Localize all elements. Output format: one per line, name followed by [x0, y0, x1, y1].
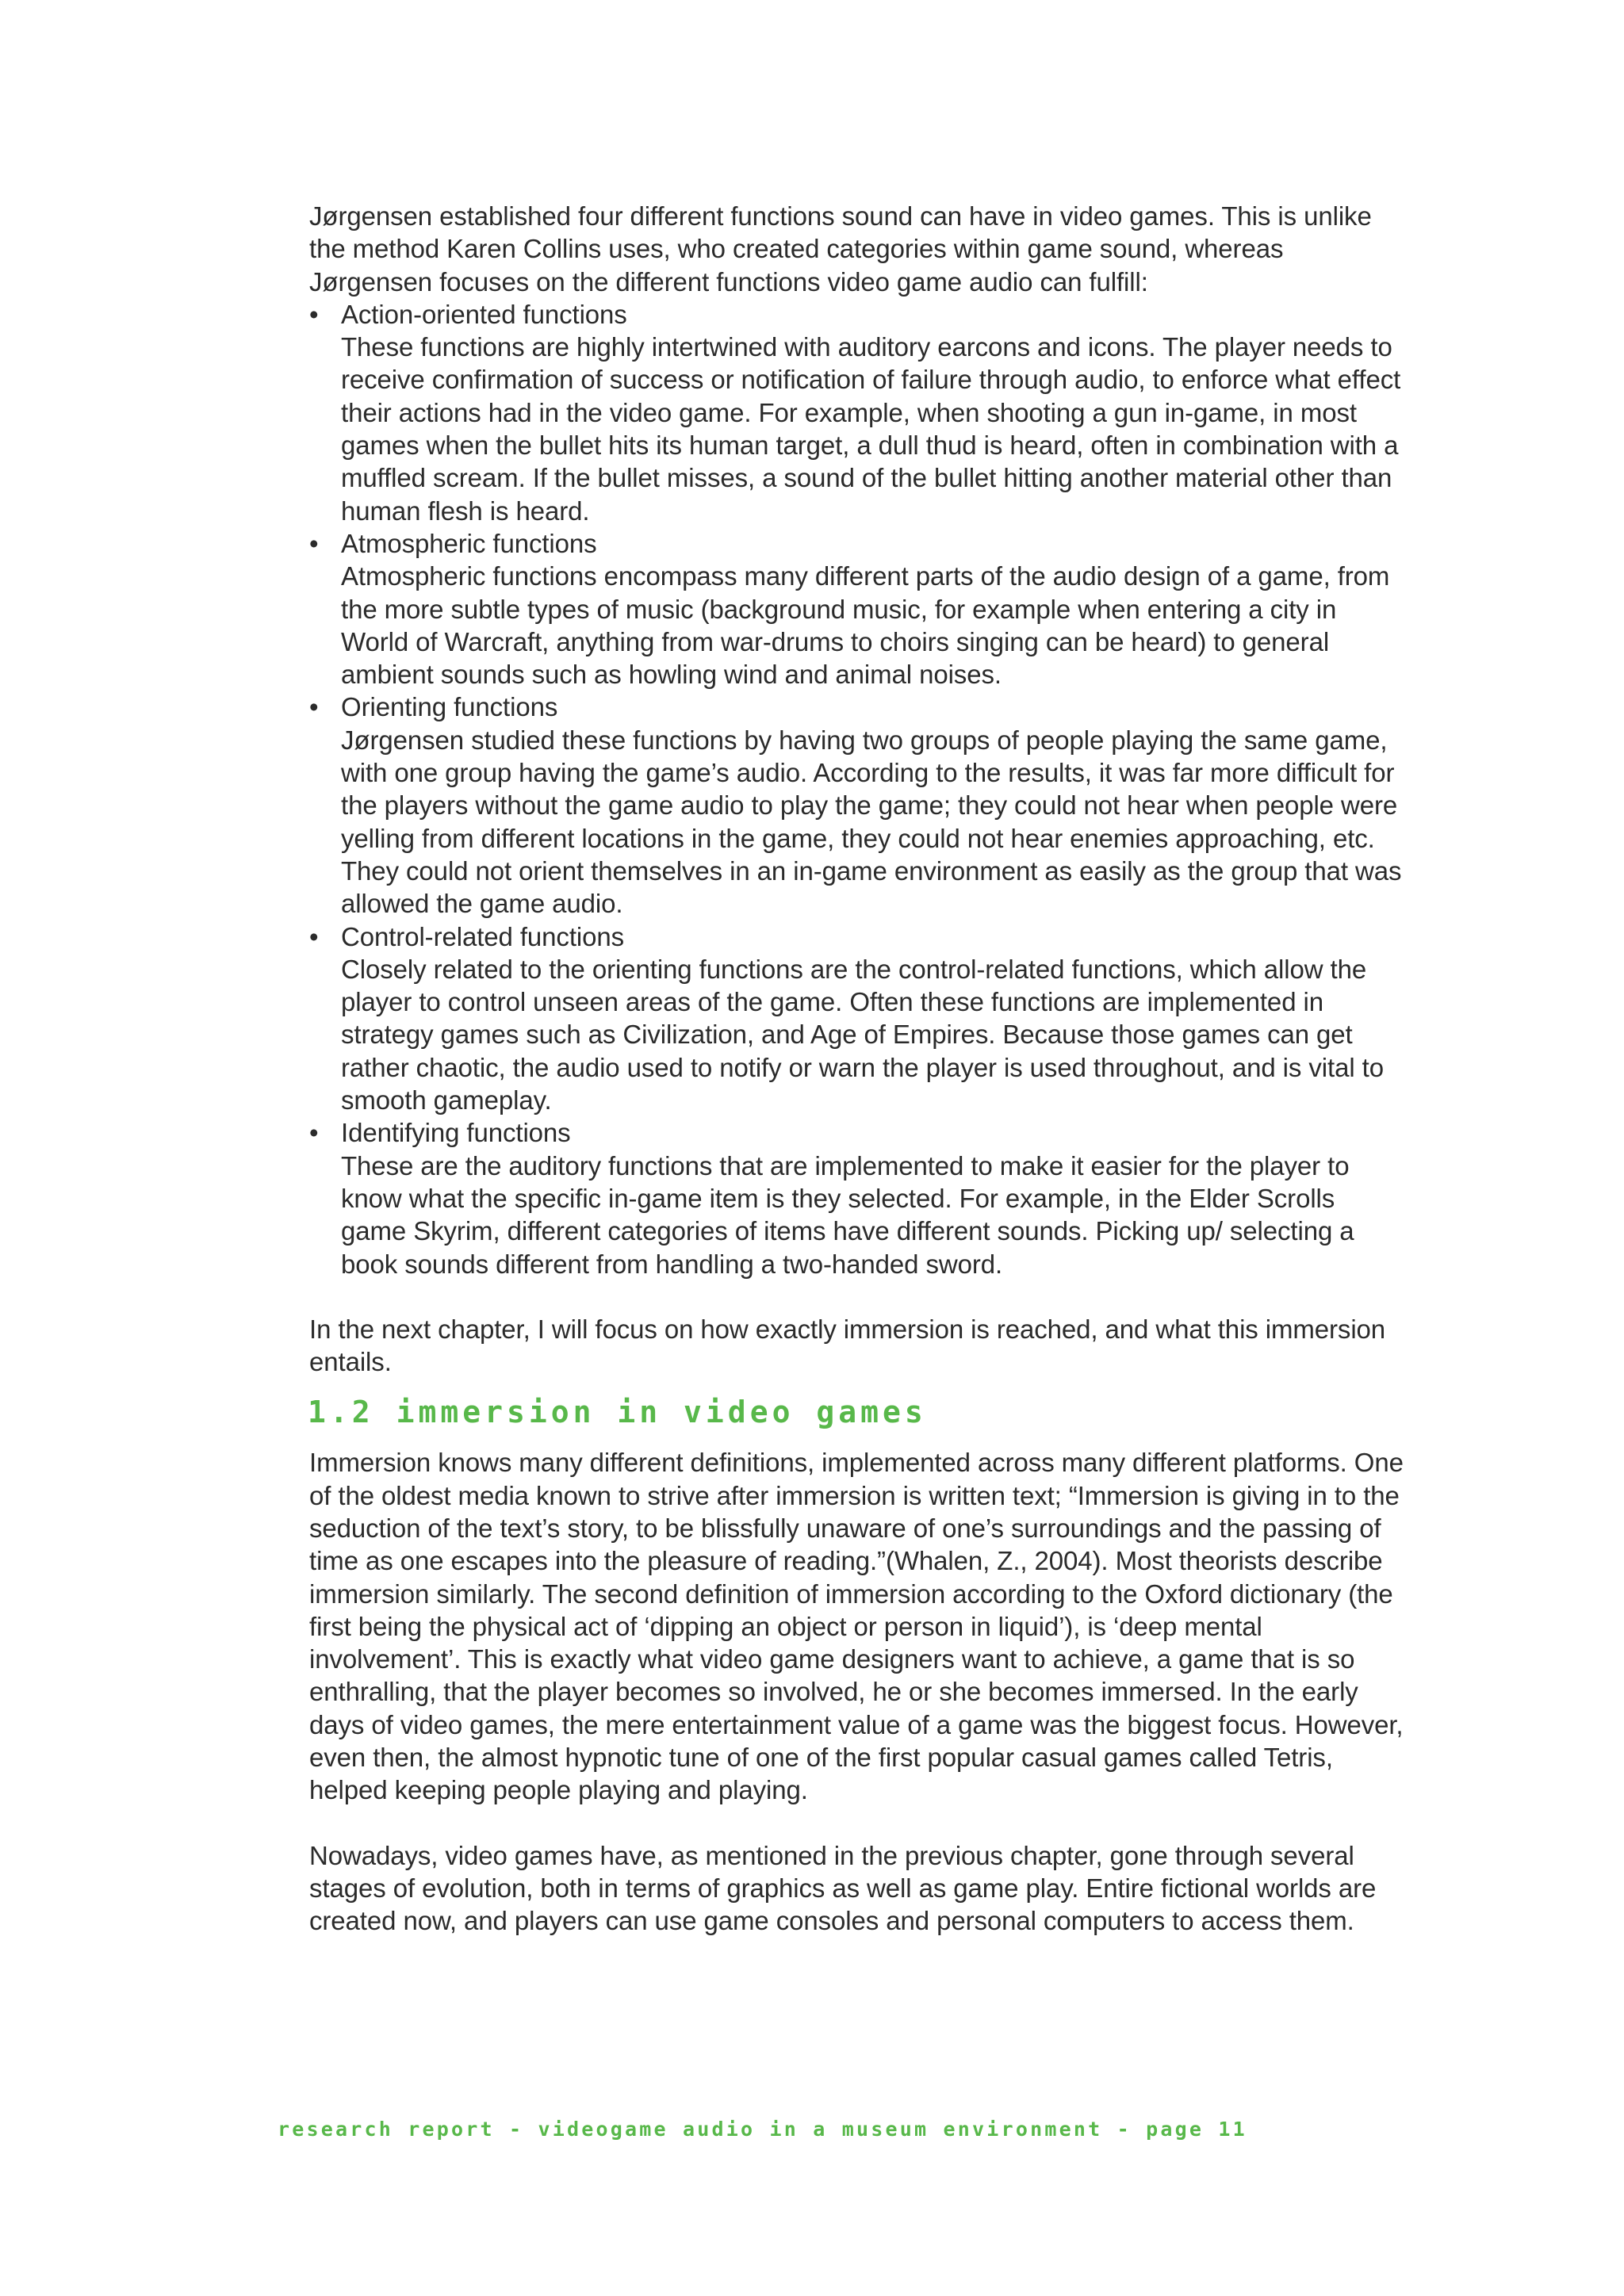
list-item	[309, 1116, 1404, 1280]
function-description: These functions are highly intertwined with auditory earcons and icons. The player needs to receive confirmation of success or notification of failure through audio, to enforce what effect their actions had in the video game. For example, when shooting a gun in-game, in most games when the bullet hits its human target, a dull thud is heard, often in combination with a muffled scream. If the bullet misses, a sound of the bullet hitting another material other than human flesh is heard.	[341, 332, 1401, 526]
function-title: Control-related functions	[341, 921, 625, 951]
function-description: Jørgensen studied these functions by having two groups of people playing the same game, with one group having the game’s audio. According to the results, it was far more difficult for the players without the game audio to play the game; they could not hear when people were yelling from different locations in the game, they could not hear enemies approaching, etc. They could not orient themselves in an in-game environment as easily as the group that was allowed the game audio.	[341, 725, 1402, 919]
section-heading	[308, 1384, 1404, 1440]
function-title: Atmospheric functions	[341, 528, 597, 558]
bullet-icon: •	[309, 299, 319, 329]
section-number: 1.2	[308, 1394, 374, 1429]
intro-paragraph: Jørgensen established four different functions sound can have in video games. This is unlike the method Karen Collins uses, who created categories within game sound, whereas Jørgensen focuses on the different functions video game audio can fulfill:	[309, 201, 1372, 297]
next-chapter-paragraph: In the next chapter, I will focus on how exactly immersion is reached, and what this immersion entails.	[309, 1314, 1386, 1377]
page-footer: research report - videogame audio in a museum environment - page 11	[278, 2118, 1247, 2141]
immersion-paragraph: Immersion knows many different definitions, implemented across many different platforms. One of the oldest media known to strive after immersion is written text; “Immersion is giving in to the seduction of the text’s story, to be blissfully unaware of one’s surroundings and the passing of time as one escapes into the pleasure of reading.”(Whalen, Z., 2004). Most theorists describe immersion similarly. The second definition of immersion according to the Oxford dictionary (the first being the physical act of ‘dipping an object or person in liquid’), is ‘deep mental involvement’. This is exactly what video game designers want to achieve, a game that is so enthralling, that the player becomes so involved, he or she becomes immersed. In the early days of video games, the mere entertainment value of a game was the biggest focus. However, even then, the almost hypnotic tune of one of the first popular casual games called Tetris, helped keeping people playing and playing.	[309, 1448, 1404, 1805]
list-item	[309, 527, 1404, 691]
function-description: Closely related to the orienting functions are the control-related functions, which allow the player to control unseen areas of the game. Often these functions are implemented in strategy games such as Civilization, and Age of Empires. Because those games can get rather chaotic, the audio used to notify or warn the player is used throughout, and is vital to smooth gameplay.	[341, 954, 1384, 1115]
bullet-icon: •	[309, 528, 319, 558]
functions-list	[309, 298, 1404, 1280]
list-item	[309, 920, 1404, 1117]
bullet-icon: •	[309, 1118, 319, 1148]
function-description: These are the auditory functions that are implemented to make it easier for the player to know what the specific in-game item is they selected. For example, in the Elder Scrolls game Skyrim, different categories of items have different sounds. Picking up/ selecting a book sounds different from handling a two-handed sword.	[341, 1150, 1354, 1279]
section-title: immersion in video games	[396, 1394, 927, 1429]
paragraph-spacer	[309, 1280, 1404, 1313]
function-title: Action-oriented functions	[341, 299, 627, 329]
list-item	[309, 298, 1404, 527]
paragraph-spacer	[309, 1807, 1404, 1839]
page-content	[309, 200, 1404, 1938]
bullet-icon: •	[309, 692, 319, 722]
function-description: Atmospheric functions encompass many different parts of the audio design of a game, from the more subtle types of music (background music, for example when entering a city in World of Warcraft, anything from war-drums to choirs singing can be heard) to general ambient sounds such as howling wind and animal noises.	[341, 561, 1390, 690]
function-title: Orienting functions	[341, 692, 558, 722]
function-title: Identifying functions	[341, 1118, 571, 1148]
nowadays-paragraph: Nowadays, video games have, as mentioned in the previous chapter, gone through several stages of evolution, both in terms of graphics as well as game play. Entire fictional worlds are created now, and players can use game consoles and personal computers to access them.	[309, 1840, 1377, 1936]
list-item	[309, 691, 1404, 920]
bullet-icon: •	[309, 921, 319, 951]
